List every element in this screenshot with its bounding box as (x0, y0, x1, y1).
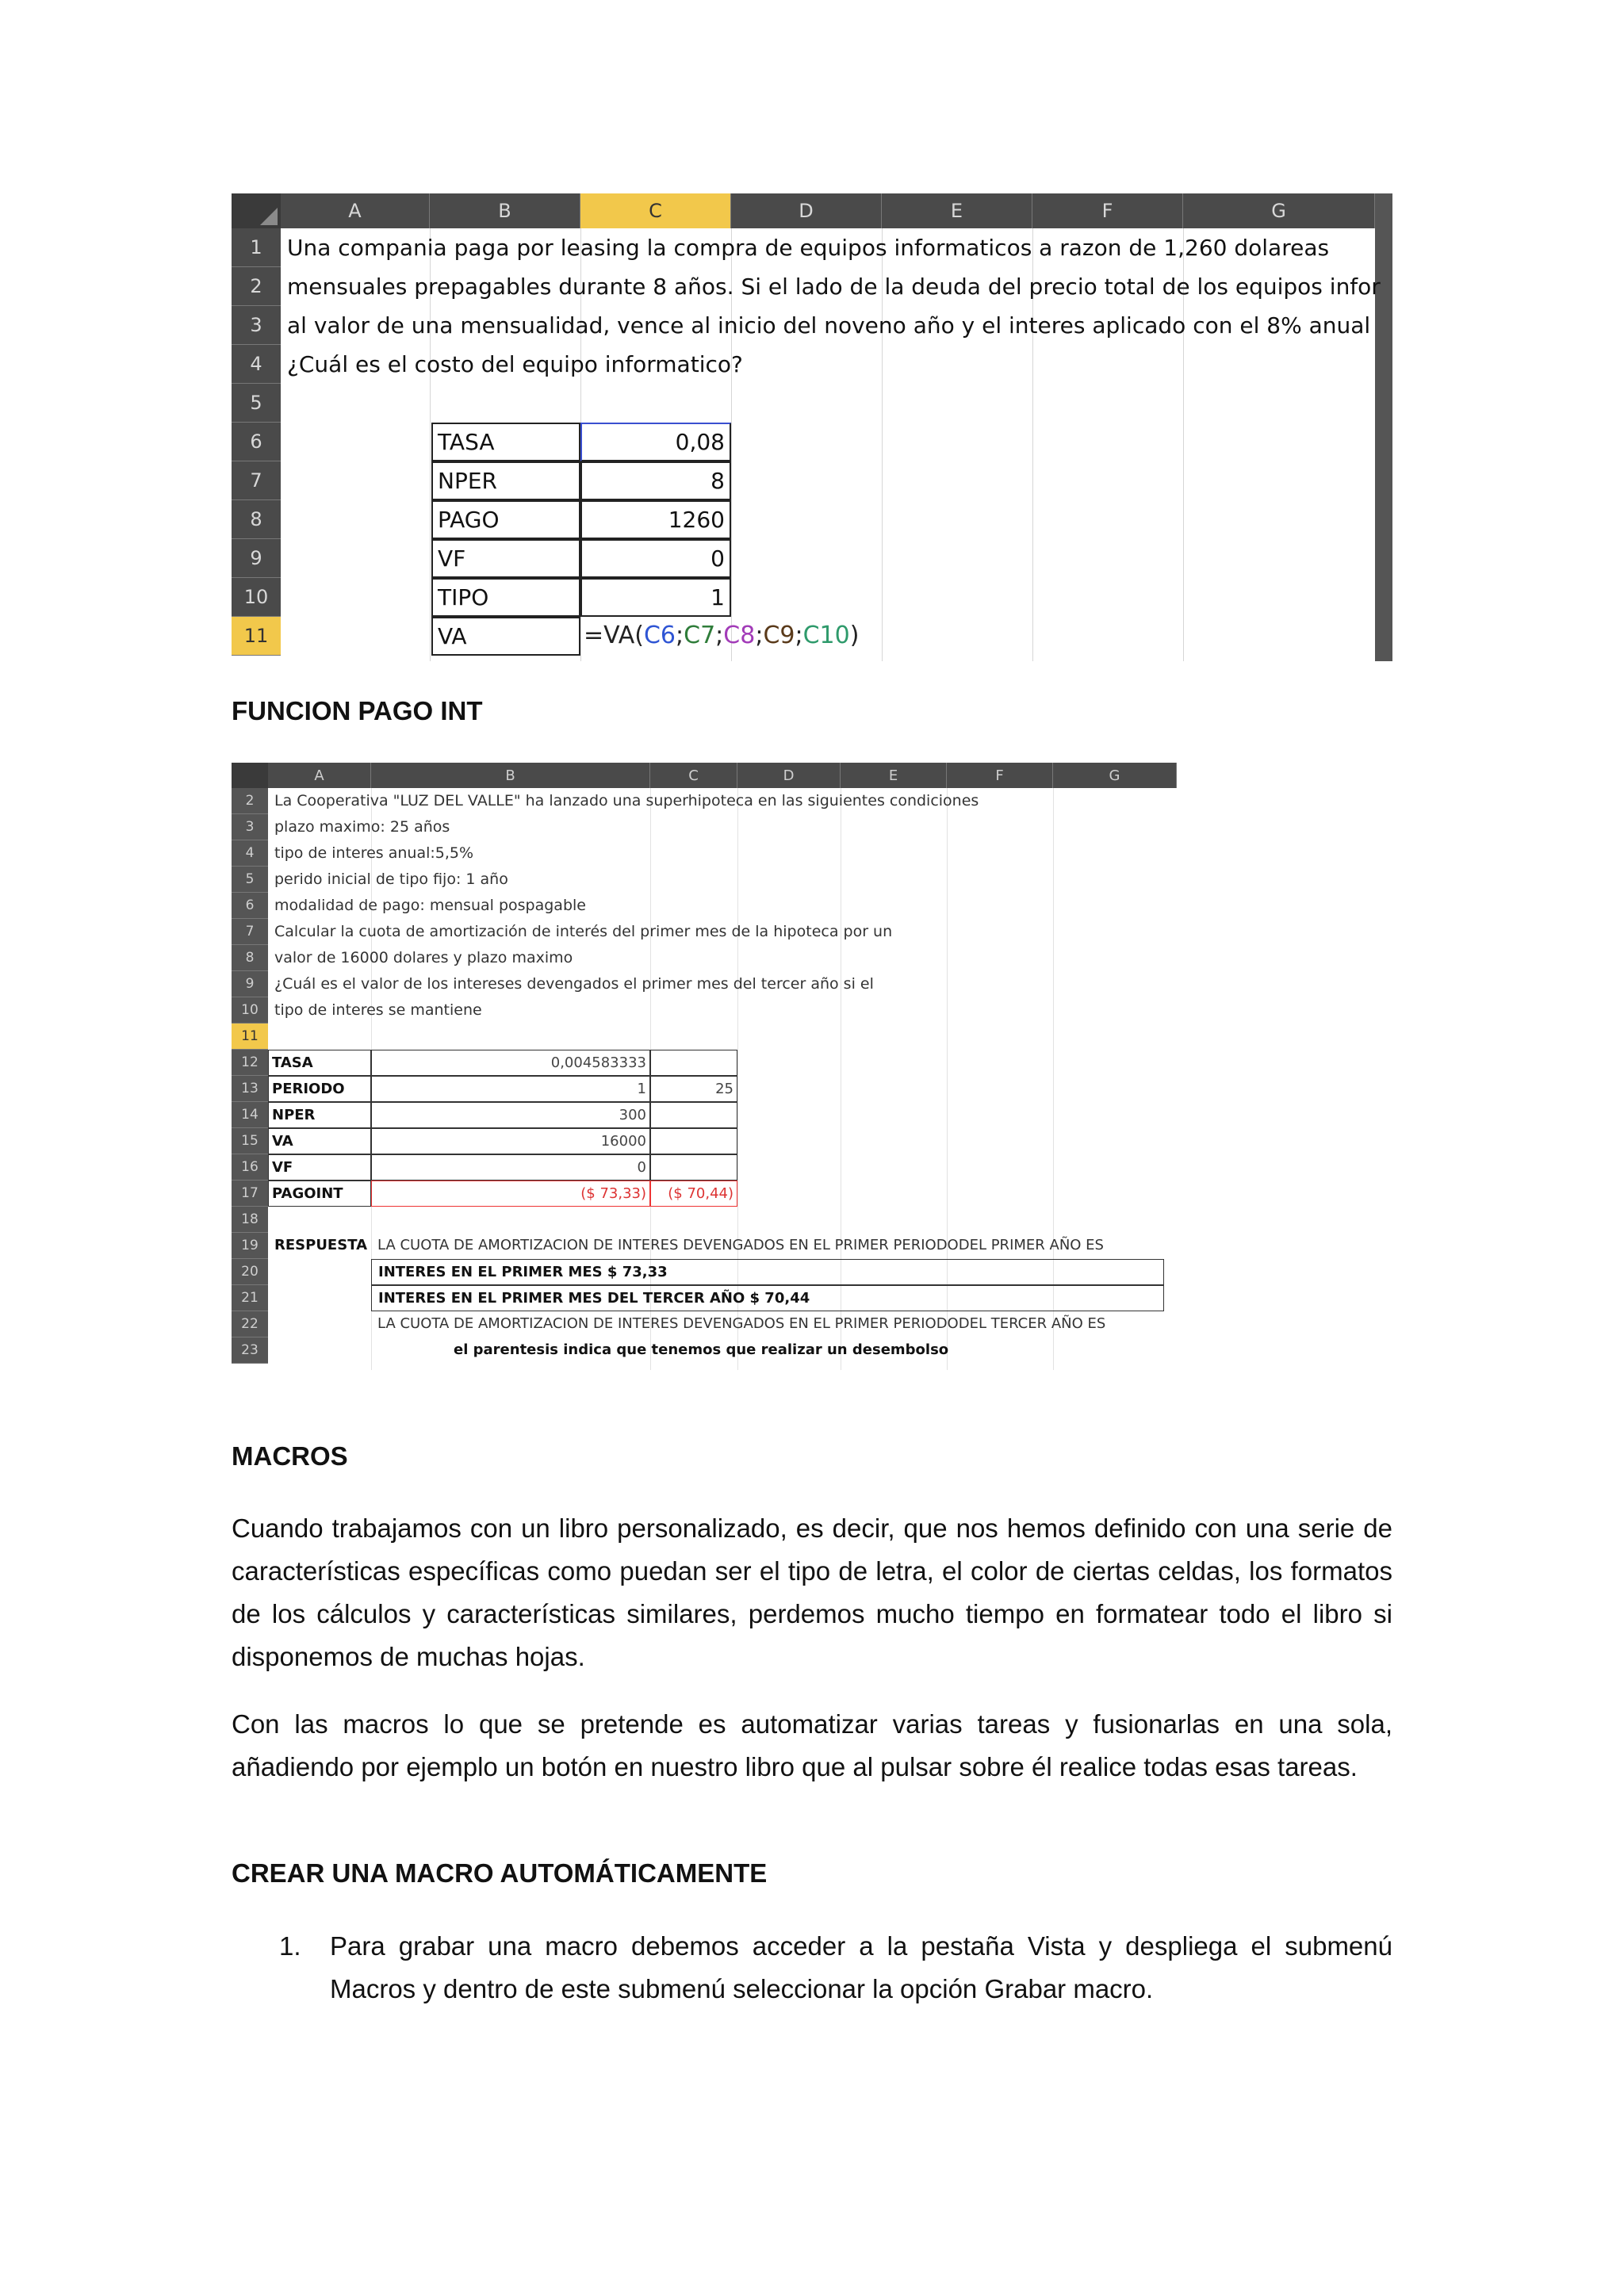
column-header-b: B (430, 193, 580, 228)
answer-line-2: LA CUOTA DE AMORTIZACION DE INTERES DEVENGADOS EN EL PRIMER PERIODODEL TERCER AÑO ES (377, 1315, 1106, 1332)
question-line-1: Una compania paga por leasing la compra de equipos informaticos a razon de 1,260 dolareas (287, 235, 1330, 261)
row-header-7: 7 (232, 919, 268, 945)
question-line-4: ¿Cuál es el costo del equipo informatico? (287, 351, 743, 377)
row-header-23: 23 (232, 1337, 268, 1364)
heading-crear-macro: CREAR UNA MACRO AUTOMÁTICAMENTE (232, 1858, 768, 1888)
cell-extra-va (650, 1128, 737, 1154)
row-header-12: 12 (232, 1050, 268, 1076)
cell-label-pago: PAGO (431, 500, 580, 539)
heading-macros: MACROS (232, 1441, 348, 1471)
cell-value-vf: 0 (580, 539, 731, 578)
cell-value-va: 16000 (371, 1128, 650, 1154)
respuesta-label: RESPUESTA (274, 1237, 367, 1253)
cell-extra-tasa (650, 1050, 737, 1076)
problem-line-3: tipo de interes anual:5,5% (274, 844, 474, 862)
cell-label-tipo: TIPO (431, 578, 580, 617)
cell-label-vf: VF (431, 539, 580, 578)
cell-label-pagoint: PAGOINT (268, 1181, 371, 1207)
column-header-c: C (580, 193, 731, 228)
cell-label-tasa: TASA (431, 423, 580, 461)
row-header-13: 13 (232, 1076, 268, 1102)
row-header-10: 10 (232, 997, 268, 1024)
row-header-16: 16 (232, 1154, 268, 1181)
row-header-20: 20 (232, 1259, 268, 1285)
row-header-11: 11 (232, 617, 281, 656)
row-header-7: 7 (232, 461, 281, 500)
question-line-2: mensuales prepagables durante 8 años. Si el lado de la deuda del precio total de los equipos infor (287, 274, 1381, 300)
problem-line-7: valor de 16000 dolares y plazo maximo (274, 949, 573, 966)
row-header-19: 19 (232, 1233, 268, 1259)
formula-va: =VA(C6;C7;C8;C9;C10) (584, 622, 860, 649)
column-header-d: D (731, 193, 882, 228)
row-header-6: 6 (232, 423, 281, 461)
row-header-6: 6 (232, 893, 268, 919)
row-header-5: 5 (232, 867, 268, 893)
row-header-9: 9 (232, 539, 281, 578)
cell-extra-periodo: 25 (650, 1076, 737, 1102)
answer-box-2: INTERES EN EL PRIMER MES DEL TERCER AÑO $ 70,44 (371, 1285, 1164, 1311)
problem-line-1: La Cooperativa "LUZ DEL VALLE" ha lanzado una superhipoteca en las siguientes condiciones (274, 792, 979, 809)
column-header-g: G (1183, 193, 1375, 228)
cell-value-nper: 8 (580, 461, 731, 500)
cell-extra-nper (650, 1102, 737, 1128)
problem-line-6: Calcular la cuota de amortización de interés del primer mes de la hipoteca por un (274, 923, 893, 940)
note-line: el parentesis indica que tenemos que realizar un desembolso (454, 1341, 949, 1358)
row-header-9: 9 (232, 971, 268, 997)
row-header-4: 4 (232, 840, 268, 867)
row-header-18: 18 (232, 1207, 268, 1233)
column-header-f: F (1032, 193, 1183, 228)
cell-value-pago: 1260 (580, 500, 731, 539)
cell-value-tasa: 0,004583333 (371, 1050, 650, 1076)
row-header-11: 11 (232, 1024, 268, 1050)
row-header-3: 3 (232, 306, 281, 345)
cell-label-nper: NPER (268, 1102, 371, 1128)
cell-label-vf: VF (268, 1154, 371, 1181)
problem-line-8: ¿Cuál es el valor de los intereses devengados el primer mes del tercer año si el (274, 975, 874, 993)
row-header-8: 8 (232, 945, 268, 971)
cell-value-periodo: 1 (371, 1076, 650, 1102)
cell-value-pagoint: ($ 73,33) (371, 1181, 650, 1207)
row-header-8: 8 (232, 500, 281, 539)
problem-line-9: tipo de interes se mantiene (274, 1001, 482, 1019)
column-header-d: D (737, 763, 841, 788)
vertical-scrollbar (1375, 193, 1392, 661)
row-header-15: 15 (232, 1128, 268, 1154)
column-header-g: G (1053, 763, 1177, 788)
paragraph-libro-personalizado: Cuando trabajamos con un libro personalizado, es decir, que nos hemos definido con una serie de características específicas como puedan ser el tipo de letra, el color de ciertas celdas, los formatos de los cálculos y características similares, perdemos mucho tiempo en formatear todo el libro si disponemos de muchas hojas. (232, 1513, 1392, 1671)
question-line-3: al valor de una mensualidad, vence al inicio del noveno año y el interes aplicado con el 8% anual (287, 312, 1371, 339)
row-header-2: 2 (232, 267, 281, 306)
row-header-3: 3 (232, 814, 268, 840)
cell-value-tasa: 0,08 (580, 423, 731, 461)
list-item (279, 1925, 1392, 2011)
problem-line-5: modalidad de pago: mensual pospagable (274, 897, 586, 914)
spreadsheet-screenshot-va (232, 193, 1392, 661)
cell-label-periodo: PERIODO (268, 1076, 371, 1102)
cell-value-vf: 0 (371, 1154, 650, 1181)
column-header-b: B (371, 763, 650, 788)
column-header-e: E (841, 763, 947, 788)
problem-line-2: plazo maximo: 25 años (274, 818, 450, 836)
cell-value-nper: 300 (371, 1102, 650, 1128)
row-header-14: 14 (232, 1102, 268, 1128)
row-header-1: 1 (232, 228, 281, 267)
column-header-f: F (947, 763, 1053, 788)
heading-funcion-pago-int: FUNCION PAGO INT (232, 696, 483, 725)
list-item-text: Para grabar una macro debemos acceder a la pestaña Vista y despliega el submenú Macros y dentro de este submenú seleccionar la opción Grabar macro. (330, 1931, 1392, 2003)
row-header-5: 5 (232, 384, 281, 423)
cell-label-va: VA (431, 617, 580, 656)
cell-label-tasa: TASA (268, 1050, 371, 1076)
row-header-21: 21 (232, 1285, 268, 1311)
cell-value-tipo: 1 (580, 578, 731, 617)
list-item-number: 1. (279, 1931, 301, 1961)
row-header-4: 4 (232, 345, 281, 384)
paragraph-automatizar: Con las macros lo que se pretende es automatizar varias tareas y fusionarlas en una sola, añadiendo por ejemplo un botón en nuestro libro que al pulsar sobre él realice todas esas tareas. (232, 1709, 1392, 1781)
select-all-corner (232, 763, 268, 788)
answer-box-1: INTERES EN EL PRIMER MES $ 73,33 (371, 1259, 1164, 1285)
column-header-a: A (281, 193, 430, 228)
row-header-22: 22 (232, 1311, 268, 1337)
column-header-e: E (882, 193, 1032, 228)
cell-label-va: VA (268, 1128, 371, 1154)
row-header-10: 10 (232, 578, 281, 617)
spreadsheet-screenshot-pagoint (232, 763, 1177, 1370)
answer-line-1: LA CUOTA DE AMORTIZACION DE INTERES DEVENGADOS EN EL PRIMER PERIODODEL PRIMER AÑO ES (377, 1237, 1104, 1253)
cell-extra-vf (650, 1154, 737, 1181)
cell-extra-pagoint: ($ 70,44) (650, 1181, 737, 1207)
select-all-corner (232, 193, 281, 228)
problem-line-4: perido inicial de tipo fijo: 1 año (274, 871, 508, 888)
row-header-2: 2 (232, 788, 268, 814)
column-header-a: A (268, 763, 371, 788)
column-header-c: C (650, 763, 737, 788)
cell-label-nper: NPER (431, 461, 580, 500)
row-header-17: 17 (232, 1181, 268, 1207)
